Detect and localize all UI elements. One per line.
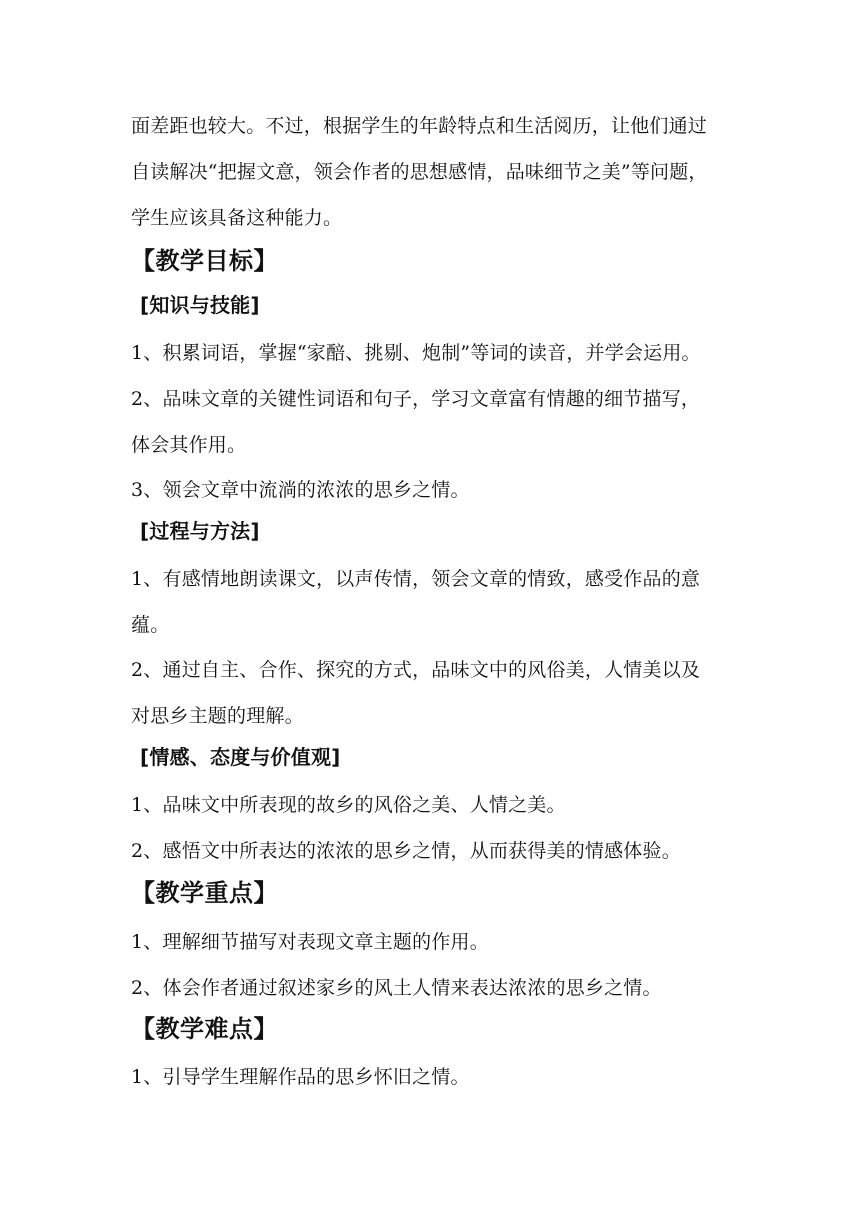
list-item: 3、领会文章中流淌的浓浓的思乡之情。 (131, 479, 470, 501)
intro-line: 学生应该具备这种能力。 (131, 207, 343, 229)
section-heading-objectives: 【教学目标】 (131, 247, 278, 275)
list-item-continuation: 蕴。 (131, 614, 170, 636)
intro-line: 自读解决“把握文意，领会作者的思想感情，品味细节之美”等问题， (131, 161, 708, 183)
list-item: 2、品味文章的关键性词语和句子，学习文章富有情趣的细节描写， (131, 388, 701, 410)
list-item: 1、有感情地朗读课文，以声传情，领会文章的情致，感受作品的意 (131, 568, 701, 590)
subheading-process-methods: [过程与方法] (140, 519, 260, 543)
list-item: 1、引导学生理解作品的思乡怀旧之情。 (131, 1066, 470, 1088)
list-item: 2、感悟文中所表达的浓浓的思乡之情，从而获得美的情感体验。 (131, 840, 681, 862)
list-item: 2、通过自主、合作、探究的方式，品味文中的风俗美，人情美以及 (131, 659, 701, 681)
subheading-emotion-attitude-values: [情感、态度与价值观] (140, 745, 341, 769)
intro-line: 面差距也较大。不过，根据学生的年龄特点和生活阅历，让他们通过 (131, 115, 708, 137)
subheading-knowledge-skills: [知识与技能] (140, 293, 260, 317)
list-item-continuation: 对思乡主题的理解。 (131, 705, 304, 727)
list-item: 1、积累词语，掌握“家醅、挑剔、炮制”等词的读音，并学会运用。 (131, 342, 701, 364)
list-item: 2、体会作者通过叙述家乡的风土人情来表达浓浓的思乡之情。 (131, 977, 662, 999)
list-item: 1、品味文中所表现的故乡的风俗之美、人情之美。 (131, 794, 566, 816)
list-item-continuation: 体会其作用。 (131, 434, 247, 456)
section-heading-difficulties: 【教学难点】 (131, 1015, 278, 1043)
list-item: 1、理解细节描写对表现文章主题的作用。 (131, 931, 489, 953)
section-heading-key-points: 【教学重点】 (131, 879, 278, 907)
